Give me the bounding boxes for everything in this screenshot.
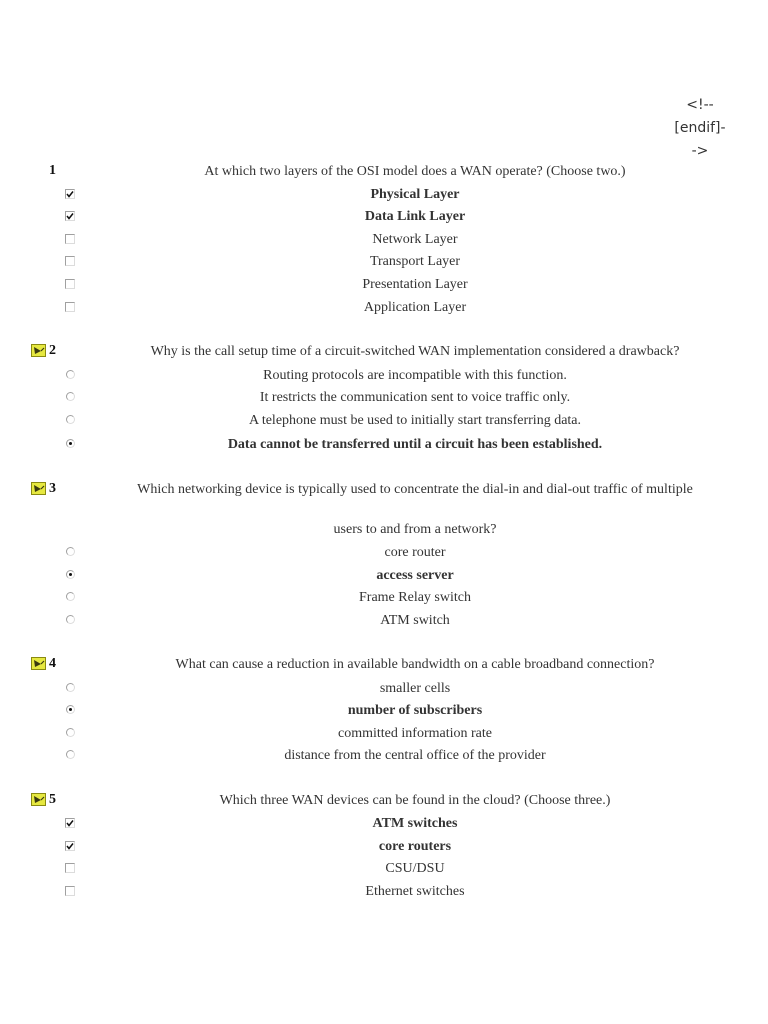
answer-radio[interactable] xyxy=(66,750,75,759)
question-text-4: What can cause a reduction in available bandwidth on a cable broadband connection? xyxy=(175,657,655,672)
pencil-badge-icon xyxy=(31,482,46,495)
endif-comment-line-1: <!-- xyxy=(686,97,714,113)
answer-option-label: Presentation Layer xyxy=(362,277,468,292)
answer-option-label: ATM switches xyxy=(372,816,458,831)
question-number-label: 3 xyxy=(49,481,56,496)
pencil-badge-icon xyxy=(31,344,46,357)
answer-radio[interactable] xyxy=(66,615,75,624)
endif-comment-line-2: [endif]- xyxy=(674,120,726,136)
pencil-badge-icon xyxy=(31,657,46,670)
answer-option-label: Routing protocols are incompatible with this function. xyxy=(263,368,567,383)
answer-option-label: access server xyxy=(376,568,454,583)
answer-checkbox[interactable] xyxy=(65,234,75,244)
answer-checkbox[interactable] xyxy=(65,279,75,289)
answer-radio[interactable] xyxy=(66,392,75,401)
answer-radio[interactable] xyxy=(66,728,75,737)
answer-option-label: Physical Layer xyxy=(370,187,460,202)
question-number-2 xyxy=(30,343,56,359)
answer-option-label: ATM switch xyxy=(380,613,450,628)
answer-option-label: Frame Relay switch xyxy=(359,590,471,605)
question-number-label: 5 xyxy=(49,792,56,807)
question-text-1: At which two layers of the OSI model does a WAN operate? (Choose two.) xyxy=(204,164,626,179)
answer-option-label: Network Layer xyxy=(372,232,458,247)
answer-radio[interactable] xyxy=(66,415,75,424)
answer-checkbox[interactable] xyxy=(65,256,75,266)
answer-option-label: Data Link Layer xyxy=(364,209,466,224)
answer-option-label: Transport Layer xyxy=(369,254,461,269)
question-number-4 xyxy=(30,656,56,672)
question-text-3-line-2: users to and from a network? xyxy=(333,522,497,537)
answer-checkbox[interactable] xyxy=(65,818,75,828)
answer-checkbox[interactable] xyxy=(65,863,75,873)
question-number-label: 2 xyxy=(49,343,56,358)
answer-radio[interactable] xyxy=(66,370,75,379)
pencil-badge-icon xyxy=(31,793,46,806)
answer-option-label: core routers xyxy=(378,839,452,854)
answer-option-label: smaller cells xyxy=(379,681,451,696)
answer-option-label: core router xyxy=(384,545,446,560)
answer-checkbox[interactable] xyxy=(65,189,75,199)
answer-option-label: Application Layer xyxy=(363,300,467,315)
question-number-label: 1 xyxy=(49,163,56,178)
radio-selected-dot xyxy=(69,442,72,445)
endif-comment-line-3: -> xyxy=(691,143,709,159)
answer-option-label: number of subscribers xyxy=(347,703,483,718)
question-number-5 xyxy=(30,792,56,808)
answer-radio[interactable] xyxy=(66,570,75,579)
radio-selected-dot xyxy=(69,708,72,711)
answer-radio[interactable] xyxy=(66,592,75,601)
answer-radio[interactable] xyxy=(66,547,75,556)
radio-selected-dot xyxy=(69,573,72,576)
answer-option-label: Ethernet switches xyxy=(365,884,465,899)
answer-option-label: committed information rate xyxy=(338,726,492,741)
answer-checkbox[interactable] xyxy=(65,211,75,221)
answer-radio[interactable] xyxy=(66,705,75,714)
question-number-3 xyxy=(30,481,56,497)
answer-radio[interactable] xyxy=(66,683,75,692)
question-number-label: 4 xyxy=(49,656,56,671)
question-number-1 xyxy=(30,163,56,179)
answer-radio[interactable] xyxy=(66,439,75,448)
question-text-5: Which three WAN devices can be found in the cloud? (Choose three.) xyxy=(219,793,611,808)
question-text-3-line-1: Which networking device is typically used to concentrate the dial-in and dial-out traffic of multiple xyxy=(137,482,693,497)
question-text-2: Why is the call setup time of a circuit-switched WAN implementation considered a drawback? xyxy=(150,344,680,359)
answer-checkbox[interactable] xyxy=(65,841,75,851)
answer-checkbox[interactable] xyxy=(65,302,75,312)
answer-option-label: It restricts the communication sent to voice traffic only. xyxy=(259,390,571,405)
answer-option-label: distance from the central office of the provider xyxy=(284,748,546,763)
answer-option-label: A telephone must be used to initially start transferring data. xyxy=(248,413,582,428)
answer-checkbox[interactable] xyxy=(65,886,75,896)
answer-option-label: Data cannot be transferred until a circuit has been established. xyxy=(227,437,603,452)
answer-option-label: CSU/DSU xyxy=(385,861,445,876)
